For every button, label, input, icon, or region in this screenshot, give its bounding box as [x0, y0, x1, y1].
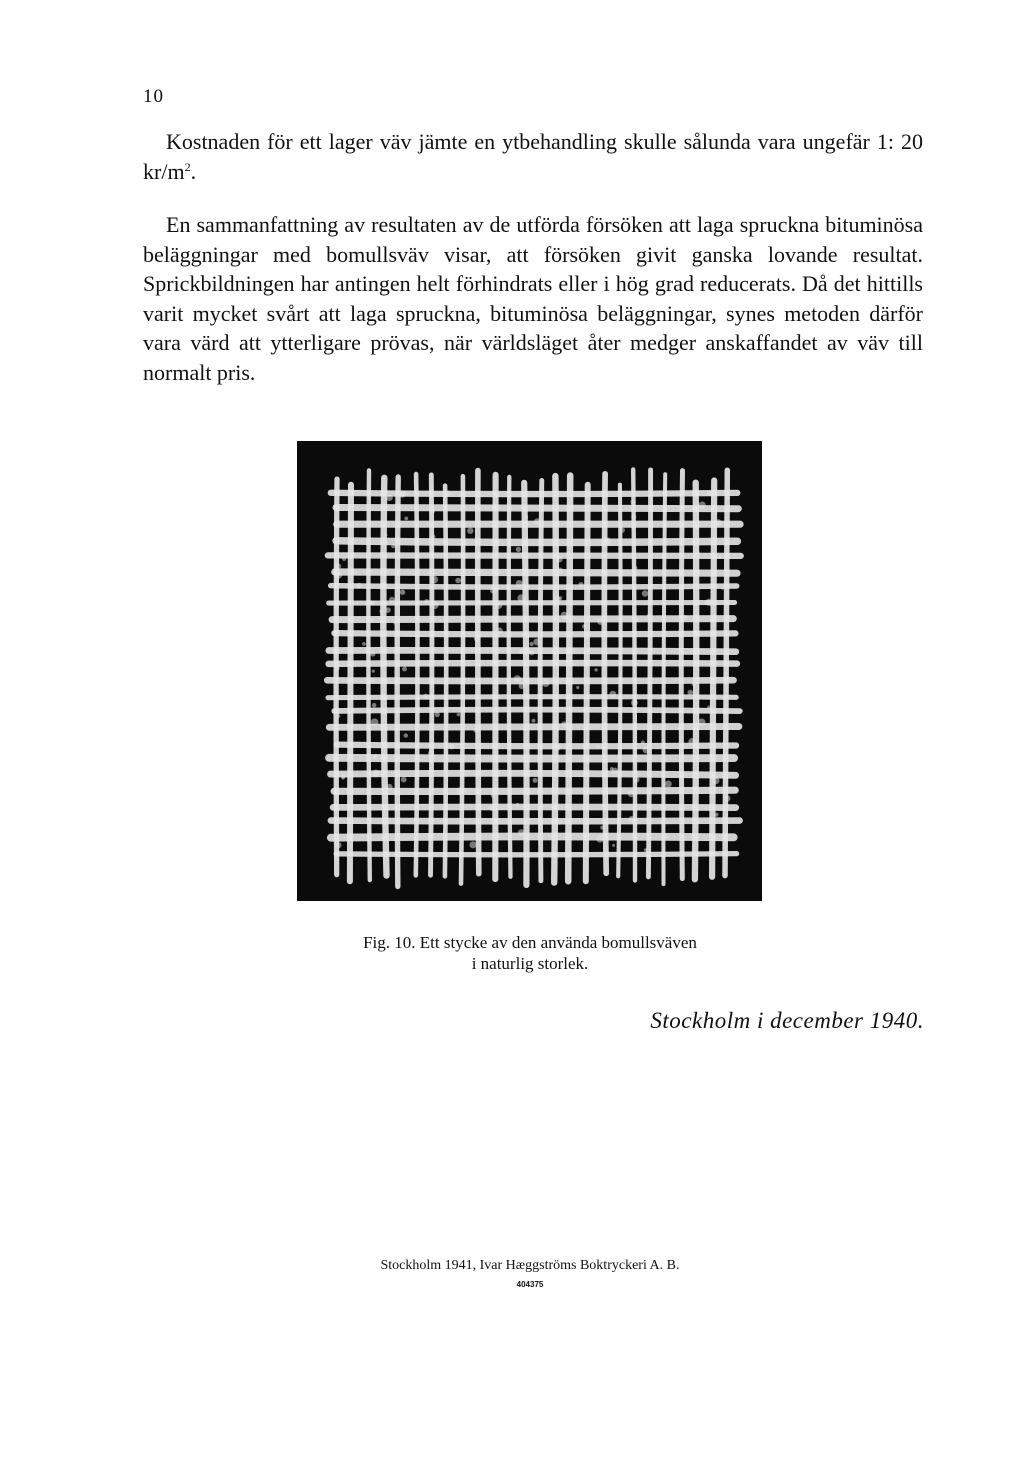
figure-cotton-fabric-photo: [297, 441, 762, 901]
place-date-signoff: Stockholm i december 1940.: [650, 1008, 924, 1033]
paragraph-summary: En sammanfattning av resultaten av de utförda försöken att laga spruckna bituminösa beläggningar med bomullsväv visar, att försöken givit ganska lovande resultat. Sprickbildningen har antingen helt förhindrats eller i hög grad reducerats. Då det hittills varit mycket svårt att laga spruckna, bituminösa beläggningar, synes metoden därför vara värd att ytterligare prövas, när världsläget åter medger anskaffandet av väv till normalt pris.: [143, 212, 923, 385]
page-number: 10: [143, 86, 164, 107]
fabric-weave-image: [297, 441, 762, 901]
printer-imprint-code: 404375: [516, 1280, 544, 1289]
figure-caption-line-1: Fig. 10. Ett stycke av den använda bomullsväven: [363, 933, 697, 952]
figure-caption: [300, 932, 760, 974]
figure-caption-line-2: i naturlig storlek.: [471, 954, 589, 973]
paragraph-cost-text: Kostnaden för ett lager väv jämte en ytbehandling skulle sålunda vara ungefär 1: 20 kr/m: [143, 129, 923, 184]
printer-imprint: Stockholm 1941, Ivar Hæggströms Boktryckeri A. B.: [380, 1258, 680, 1273]
paragraph-cost-end: .: [190, 158, 197, 184]
paragraph-cost: [143, 127, 923, 186]
superscript-2: 2: [184, 159, 191, 174]
